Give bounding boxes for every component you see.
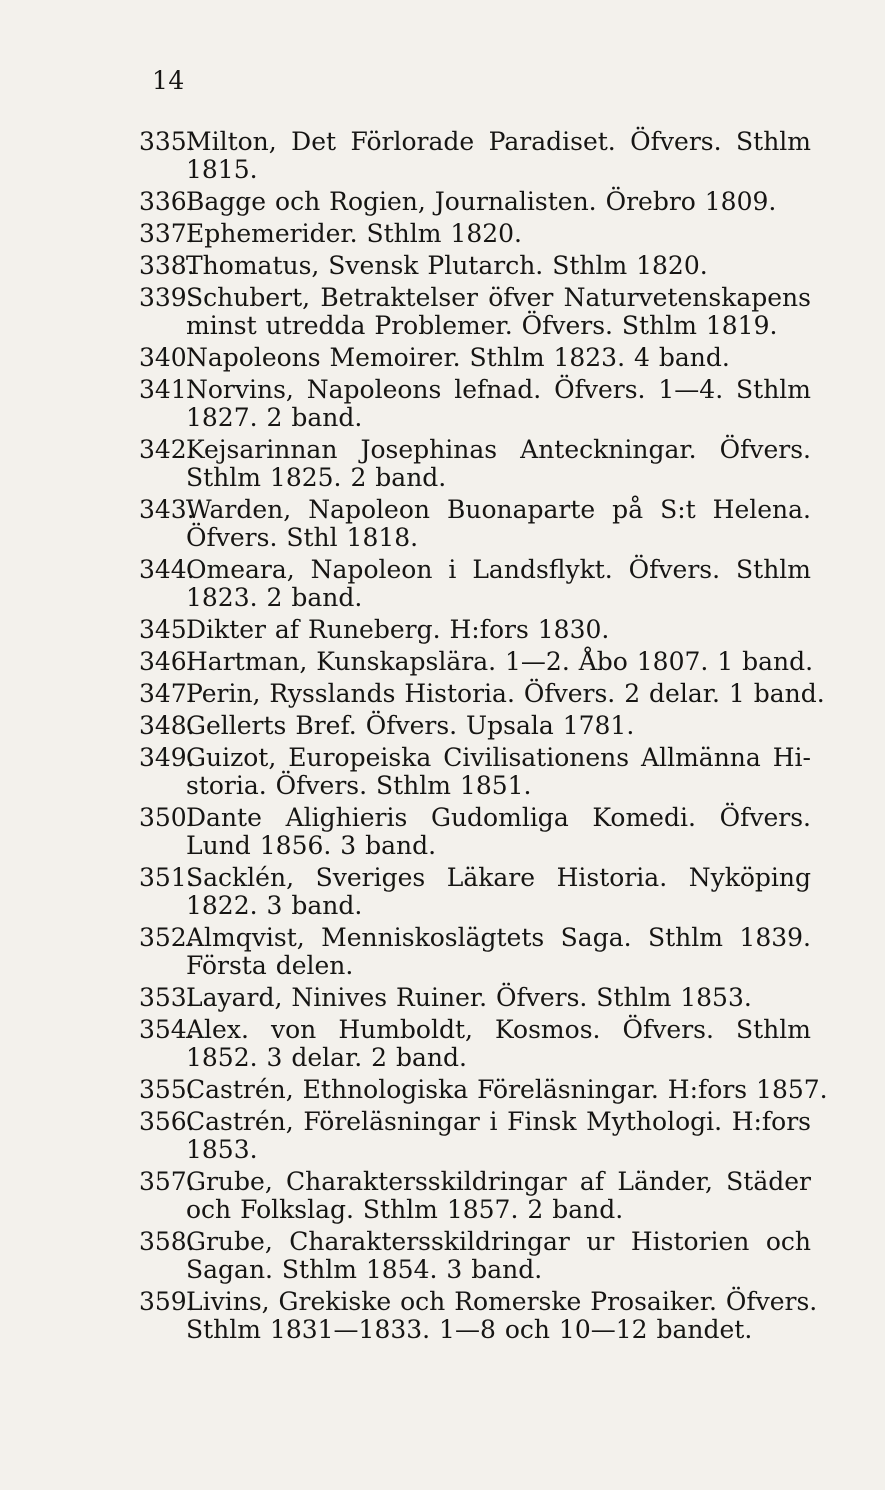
entry-line: Första delen. bbox=[186, 951, 354, 980]
entry-number: 353. bbox=[139, 983, 195, 1012]
entry-number: 340. bbox=[139, 343, 195, 372]
entry-line: Thomatus, Svensk Plutarch. Sthlm 1820. bbox=[186, 251, 708, 280]
entry-text bbox=[186, 1287, 818, 1344]
entry-number: 346. bbox=[139, 647, 195, 676]
entry-text bbox=[186, 712, 811, 740]
catalog-entry bbox=[0, 1228, 885, 1284]
catalog-entry bbox=[0, 376, 885, 432]
entry-number: 336. bbox=[139, 187, 195, 216]
entry-number: 349. bbox=[139, 743, 195, 772]
entry-number: 355. bbox=[139, 1075, 195, 1104]
entry-line: Livins, Grekiske och Romerske Prosaiker. Öfvers. bbox=[186, 1287, 818, 1316]
entry-line: Guizot, Europeiska Civilisationens Allmänna Hi- bbox=[186, 743, 811, 772]
entry-text bbox=[186, 1075, 828, 1104]
entry-text bbox=[186, 924, 811, 980]
catalog-entry bbox=[0, 1076, 885, 1104]
entry-text bbox=[186, 744, 811, 800]
entry-number: 337. bbox=[139, 219, 195, 248]
catalog-entry bbox=[0, 1016, 885, 1072]
entry-line: Layard, Ninives Ruiner. Öfvers. Sthlm 1853. bbox=[186, 983, 752, 1012]
entry-line: Grube, Charaktersskildringar af Länder, Städer bbox=[186, 1167, 811, 1196]
entry-line: 1815. bbox=[186, 155, 258, 184]
entry-line: Ephemerider. Sthlm 1820. bbox=[186, 219, 522, 248]
catalog-entry bbox=[0, 864, 885, 920]
entry-text bbox=[186, 647, 814, 676]
entry-line: Schubert, Betraktelser öfver Naturvetenskapens bbox=[186, 283, 811, 312]
entry-text bbox=[186, 984, 811, 1012]
catalog-entry bbox=[0, 556, 885, 612]
catalog-entry bbox=[0, 496, 885, 552]
entry-line: Alex. von Humboldt, Kosmos. Öfvers. Sthlm bbox=[186, 1015, 811, 1044]
entry-number: 341. bbox=[139, 375, 195, 404]
entry-number: 356. bbox=[139, 1107, 195, 1136]
entry-line: storia. Öfvers. Sthlm 1851. bbox=[186, 771, 532, 800]
catalog-entry bbox=[0, 436, 885, 492]
entry-line: Warden, Napoleon Buonaparte på S:t Helena. bbox=[186, 495, 811, 524]
entry-text bbox=[186, 284, 811, 340]
entry-number: 343. bbox=[139, 495, 195, 524]
entry-text bbox=[186, 376, 811, 432]
entry-line: Sagan. Sthlm 1854. 3 band. bbox=[186, 1255, 543, 1284]
catalog-entry bbox=[0, 744, 885, 800]
entry-number: 352. bbox=[139, 923, 195, 952]
entry-line: Napoleons Memoirer. Sthlm 1823. 4 band. bbox=[186, 343, 730, 372]
catalog-entry bbox=[0, 1288, 885, 1344]
entry-text bbox=[186, 128, 811, 184]
entry-text bbox=[186, 679, 825, 708]
catalog-entry bbox=[0, 128, 885, 184]
entry-number: 345. bbox=[139, 615, 195, 644]
entry-line: Sacklén, Sveriges Läkare Historia. Nyköping bbox=[186, 863, 811, 892]
entry-text bbox=[186, 1016, 811, 1072]
entry-number: 350. bbox=[139, 803, 195, 832]
entry-number: 338. bbox=[139, 251, 195, 280]
catalog-entry bbox=[0, 680, 885, 708]
entry-line: Norvins, Napoleons lefnad. Öfvers. 1—4. Sthlm bbox=[186, 375, 811, 404]
entry-number: 354. bbox=[139, 1015, 195, 1044]
entry-line: Kejsarinnan Josephinas Anteckningar. Öfvers. bbox=[186, 435, 811, 464]
entry-line: Milton, Det Förlorade Paradiset. Öfvers. Sthlm bbox=[186, 127, 811, 156]
entry-line: 1852. 3 delar. 2 band. bbox=[186, 1043, 467, 1072]
entry-text bbox=[186, 252, 811, 280]
entry-line: minst utredda Problemer. Öfvers. Sthlm 1819. bbox=[186, 311, 778, 340]
entry-line: Castrén, Föreläsningar i Finsk Mythologi. H:fors bbox=[186, 1107, 811, 1136]
entry-text bbox=[186, 436, 811, 492]
entry-text bbox=[186, 496, 811, 552]
entry-line: Öfvers. Sthl 1818. bbox=[186, 523, 419, 552]
entry-line: Hartman, Kunskapslära. 1—2. Åbo 1807. 1 band. bbox=[186, 647, 814, 676]
entry-line: 1853. bbox=[186, 1135, 258, 1164]
entry-number: 357. bbox=[139, 1167, 195, 1196]
entry-text bbox=[186, 1108, 811, 1164]
entry-text bbox=[186, 188, 811, 216]
catalog-entry bbox=[0, 1108, 885, 1164]
catalog-entry bbox=[0, 220, 885, 248]
page-number: 14 bbox=[152, 66, 185, 95]
entry-line: Bagge och Rogien, Journalisten. Örebro 1809. bbox=[186, 187, 777, 216]
catalog-entry bbox=[0, 648, 885, 676]
entry-text bbox=[186, 616, 811, 644]
catalog-entry bbox=[0, 188, 885, 216]
catalog-entry bbox=[0, 616, 885, 644]
catalog-entry bbox=[0, 1168, 885, 1224]
entry-line: Dante Alighieris Gudomliga Komedi. Öfvers. bbox=[186, 803, 811, 832]
entry-line: Grube, Charaktersskildringar ur Historien och bbox=[186, 1227, 811, 1256]
entry-text bbox=[186, 1228, 811, 1284]
catalog-entry-list bbox=[0, 128, 885, 1348]
entry-line: Sthlm 1831—1833. 1—8 och 10—12 bandet. bbox=[186, 1315, 753, 1344]
entry-text bbox=[186, 1168, 811, 1224]
entry-line: 1822. 3 band. bbox=[186, 891, 363, 920]
entry-number: 342. bbox=[139, 435, 195, 464]
catalog-entry bbox=[0, 344, 885, 372]
entry-line: Dikter af Runeberg. H:fors 1830. bbox=[186, 615, 610, 644]
entry-number: 339. bbox=[139, 283, 195, 312]
catalog-entry bbox=[0, 252, 885, 280]
entry-line: Gellerts Bref. Öfvers. Upsala 1781. bbox=[186, 711, 635, 740]
entry-line: Almqvist, Menniskoslägtets Saga. Sthlm 1839. bbox=[186, 923, 811, 952]
entry-number: 358. bbox=[139, 1227, 195, 1256]
entry-number: 335. bbox=[139, 127, 195, 156]
entry-number: 347. bbox=[139, 679, 195, 708]
entry-number: 348. bbox=[139, 711, 195, 740]
catalog-entry bbox=[0, 924, 885, 980]
catalog-entry bbox=[0, 284, 885, 340]
entry-number: 344. bbox=[139, 555, 195, 584]
entry-number: 351. bbox=[139, 863, 195, 892]
entry-line: Castrén, Ethnologiska Föreläsningar. H:fors 1857. bbox=[186, 1075, 828, 1104]
entry-text bbox=[186, 220, 811, 248]
entry-line: Omeara, Napoleon i Landsflykt. Öfvers. Sthlm bbox=[186, 555, 811, 584]
catalog-entry bbox=[0, 984, 885, 1012]
entry-line: 1827. 2 band. bbox=[186, 403, 363, 432]
catalog-entry bbox=[0, 804, 885, 860]
entry-text bbox=[186, 804, 811, 860]
entry-line: Sthlm 1825. 2 band. bbox=[186, 463, 447, 492]
entry-text bbox=[186, 344, 811, 372]
catalog-entry bbox=[0, 712, 885, 740]
entry-text bbox=[186, 556, 811, 612]
entry-line: Perin, Rysslands Historia. Öfvers. 2 delar. 1 band. bbox=[186, 679, 825, 708]
entry-line: och Folkslag. Sthlm 1857. 2 band. bbox=[186, 1195, 624, 1224]
entry-line: 1823. 2 band. bbox=[186, 583, 363, 612]
entry-line: Lund 1856. 3 band. bbox=[186, 831, 437, 860]
entry-number: 359. bbox=[139, 1287, 195, 1316]
entry-text bbox=[186, 864, 811, 920]
